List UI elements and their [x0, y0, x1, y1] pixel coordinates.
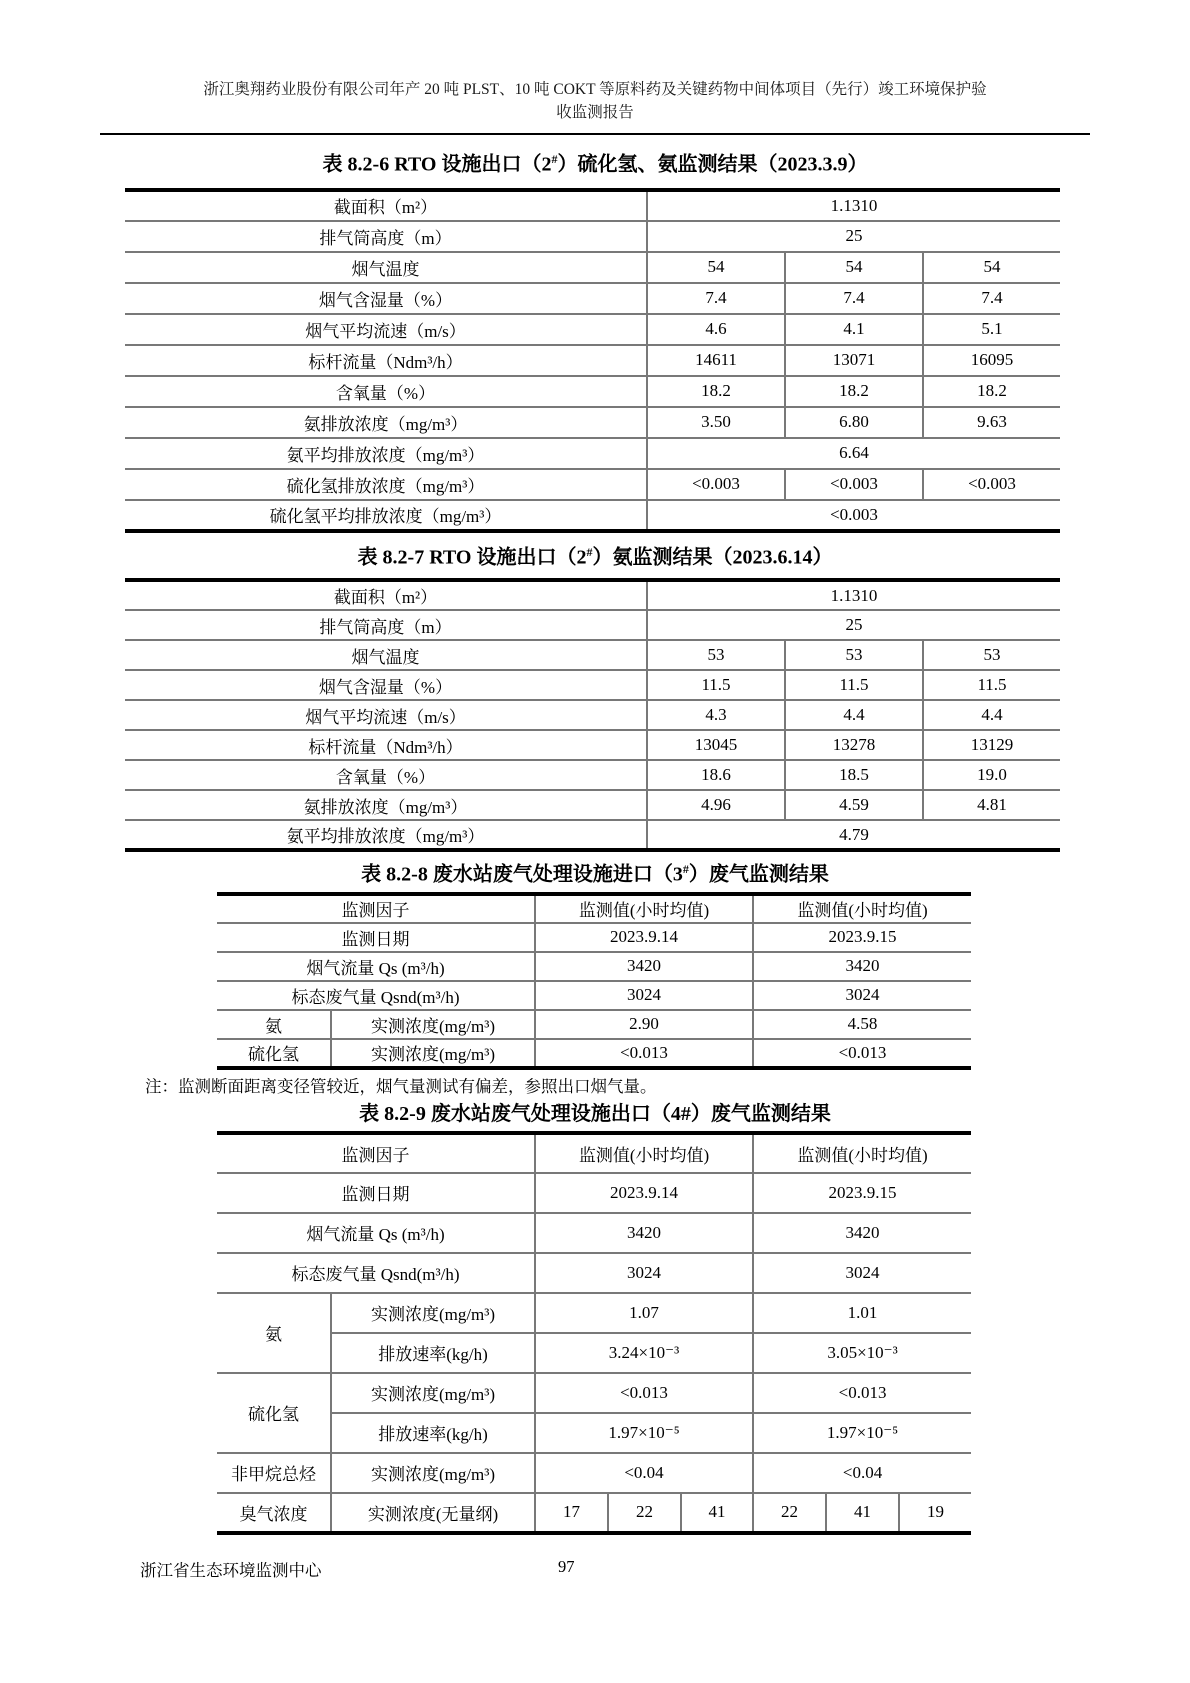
row-label: 烟气含湿量（%）: [125, 283, 647, 314]
table-row: [125, 760, 1060, 790]
row-value: 18.5: [785, 760, 923, 790]
table-row: [125, 700, 1060, 730]
row-value: 2023.9.15: [753, 1173, 971, 1213]
table-row: [125, 790, 1060, 820]
table-row: [125, 252, 1060, 283]
row-value: 22: [753, 1493, 826, 1533]
row-label: 排气筒高度（m）: [125, 221, 647, 252]
table-row: [217, 1373, 971, 1413]
title-text: ）硫化氢、氨监测结果（2023.3.9）: [557, 153, 868, 176]
row-label: 含氧量（%）: [125, 376, 647, 407]
row-value: 41: [681, 1493, 753, 1533]
row-label: 标态废气量 Qsnd(m³/h): [217, 981, 535, 1010]
row-value: 4.58: [753, 1010, 971, 1039]
row-value: <0.003: [647, 469, 785, 500]
row-value: 11.5: [785, 670, 923, 700]
row-value: 18.6: [647, 760, 785, 790]
row-label: 氨: [217, 1293, 331, 1373]
row-value: 6.80: [785, 407, 923, 438]
monitoring-table-8-2-7: [125, 578, 1060, 852]
row-value: 41: [826, 1493, 899, 1533]
title-superscript: #: [682, 862, 689, 877]
table-title-8-2-6: [100, 146, 1090, 179]
table-row: [217, 1453, 971, 1493]
table-title-8-2-7: [100, 539, 1090, 572]
row-value: 3.05×10⁻³: [753, 1333, 971, 1373]
table-row: [217, 981, 971, 1010]
table-row: [217, 1173, 971, 1213]
table-row: [125, 820, 1060, 850]
row-value: 7.4: [785, 283, 923, 314]
table-row: [217, 1010, 971, 1039]
row-value: 18.2: [647, 376, 785, 407]
row-sublabel: 实测浓度(mg/m³): [331, 1293, 535, 1333]
title-text: 表 8.2-7 RTO 设施出口（2: [357, 546, 587, 569]
table-row: [125, 314, 1060, 345]
row-label: 氨排放浓度（mg/m³）: [125, 407, 647, 438]
row-value: 4.59: [785, 790, 923, 820]
row-value: 3024: [753, 981, 971, 1010]
row-label: 氨平均排放浓度（mg/m³）: [125, 820, 647, 850]
row-value: 1.07: [535, 1293, 753, 1333]
row-value: 1.97×10⁻⁵: [535, 1413, 753, 1453]
row-value: 3420: [535, 952, 753, 981]
title-text: ）废气监测结果: [688, 863, 829, 886]
title-superscript: #: [551, 152, 558, 166]
row-value: 9.63: [923, 407, 1060, 438]
row-label: 监测日期: [217, 923, 535, 952]
page-number: 97: [558, 1556, 575, 1576]
row-value: 53: [647, 640, 785, 670]
row-value: 13129: [923, 730, 1060, 760]
row-label: 氨排放浓度（mg/m³）: [125, 790, 647, 820]
row-value: 2023.9.14: [535, 1173, 753, 1213]
table-row: [217, 1039, 971, 1068]
row-sublabel: 实测浓度(mg/m³): [331, 1039, 535, 1068]
table-row: [125, 730, 1060, 760]
row-label: 含氧量（%）: [125, 760, 647, 790]
row-sublabel: 排放速率(kg/h): [331, 1333, 535, 1373]
row-value: <0.013: [535, 1373, 753, 1413]
row-value: 54: [785, 252, 923, 283]
row-value-span: 25: [647, 221, 1060, 252]
row-label: 烟气平均流速（m/s）: [125, 700, 647, 730]
footer-org-name: 浙江省生态环境监测中心: [140, 1560, 322, 1580]
row-label: 截面积（m²）: [125, 190, 647, 221]
title-text: 表 8.2-8 废水站废气处理设施进口（3: [361, 863, 683, 886]
row-value: 11.5: [647, 670, 785, 700]
row-label: 氨: [217, 1010, 331, 1039]
column-header: 监测值(小时均值): [753, 894, 971, 923]
header-rule: [100, 133, 1090, 135]
row-value: 4.1: [785, 314, 923, 345]
row-label: 硫化氢排放浓度（mg/m³）: [125, 469, 647, 500]
row-value-span: 1.1310: [647, 580, 1060, 610]
row-label: 监测日期: [217, 1173, 535, 1213]
table-row: [125, 469, 1060, 500]
table-row: [217, 923, 971, 952]
row-value: 1.97×10⁻⁵: [753, 1413, 971, 1453]
row-value: 3024: [753, 1253, 971, 1293]
table-row: [217, 1293, 971, 1333]
row-value: 53: [923, 640, 1060, 670]
table-row: [125, 283, 1060, 314]
row-value: 13278: [785, 730, 923, 760]
row-value: 4.4: [785, 700, 923, 730]
table-row: [125, 438, 1060, 469]
row-value-span: 4.79: [647, 820, 1060, 850]
row-label: 截面积（m²）: [125, 580, 647, 610]
row-value: 18.2: [785, 376, 923, 407]
row-label: 非甲烷总烃: [217, 1453, 331, 1493]
row-value: 2023.9.15: [753, 923, 971, 952]
row-value: 4.6: [647, 314, 785, 345]
row-label: 烟气平均流速（m/s）: [125, 314, 647, 345]
row-value: 17: [535, 1493, 608, 1533]
table-row: [125, 221, 1060, 252]
row-value: 22: [608, 1493, 681, 1533]
title-superscript: #: [586, 544, 593, 559]
table-title-8-2-8: [100, 856, 1090, 889]
row-value-span: 1.1310: [647, 190, 1060, 221]
monitoring-table-8-2-8: [217, 892, 971, 1070]
row-value: <0.013: [753, 1373, 971, 1413]
row-value: 14611: [647, 345, 785, 376]
row-value: 3420: [753, 952, 971, 981]
row-label: 烟气温度: [125, 640, 647, 670]
row-value: 7.4: [647, 283, 785, 314]
row-value-span: 25: [647, 610, 1060, 640]
row-value: 11.5: [923, 670, 1060, 700]
row-value-span: <0.003: [647, 500, 1060, 531]
row-value: 13071: [785, 345, 923, 376]
row-value: 2.90: [535, 1010, 753, 1039]
table-row: [217, 952, 971, 981]
row-value: 13045: [647, 730, 785, 760]
table-row: [217, 1253, 971, 1293]
row-value: 3420: [535, 1213, 753, 1253]
row-label: 硫化氢: [217, 1039, 331, 1068]
monitoring-table-8-2-9: [217, 1131, 971, 1535]
row-value: 53: [785, 640, 923, 670]
table-row: [125, 640, 1060, 670]
row-value: <0.04: [753, 1453, 971, 1493]
table-row: [217, 894, 971, 923]
table-row: [217, 1413, 971, 1453]
row-value: 18.2: [923, 376, 1060, 407]
row-value: 3024: [535, 1253, 753, 1293]
row-value: 4.81: [923, 790, 1060, 820]
header-line-1: 浙江奥翔药业股份有限公司年产 20 吨 PLST、10 吨 COKT 等原料药及关键药物中间体项目（先行）竣工环境保护验: [203, 81, 987, 98]
row-value: <0.003: [785, 469, 923, 500]
row-value: 19.0: [923, 760, 1060, 790]
row-value: 54: [923, 252, 1060, 283]
table-row: [217, 1333, 971, 1373]
row-value: 16095: [923, 345, 1060, 376]
row-sublabel: 实测浓度(mg/m³): [331, 1010, 535, 1039]
column-header: 监测值(小时均值): [753, 1133, 971, 1173]
table-row: [125, 190, 1060, 221]
row-value: 1.01: [753, 1293, 971, 1333]
column-header: 监测值(小时均值): [535, 894, 753, 923]
row-label: 烟气温度: [125, 252, 647, 283]
row-value: 5.1: [923, 314, 1060, 345]
row-value: 4.96: [647, 790, 785, 820]
row-value: <0.003: [923, 469, 1060, 500]
row-value: <0.013: [535, 1039, 753, 1068]
table-row: [217, 1213, 971, 1253]
row-value: 19: [899, 1493, 971, 1533]
row-label: 硫化氢平均排放浓度（mg/m³）: [125, 500, 647, 531]
row-label: 烟气含湿量（%）: [125, 670, 647, 700]
row-label: 硫化氢: [217, 1373, 331, 1453]
row-label: 臭气浓度: [217, 1493, 331, 1533]
row-sublabel: 排放速率(kg/h): [331, 1413, 535, 1453]
row-value: <0.013: [753, 1039, 971, 1068]
table-row: [125, 580, 1060, 610]
row-value: 3.24×10⁻³: [535, 1333, 753, 1373]
table-row: [125, 500, 1060, 531]
title-text: ）氨监测结果（2023.6.14）: [592, 546, 833, 569]
row-sublabel: 实测浓度(mg/m³): [331, 1373, 535, 1413]
header-line-2: 收监测报告: [556, 104, 634, 121]
title-text: 表 8.2-9 废水站废气处理设施出口（4#）废气监测结果: [359, 1102, 831, 1125]
column-header: 监测因子: [217, 1133, 535, 1173]
row-value: <0.04: [535, 1453, 753, 1493]
table-row: [217, 1493, 971, 1533]
table-row: [125, 345, 1060, 376]
row-sublabel: 实测浓度(mg/m³): [331, 1453, 535, 1493]
table-row: [125, 610, 1060, 640]
monitoring-table-8-2-6: [125, 188, 1060, 533]
row-value: 7.4: [923, 283, 1060, 314]
row-value-span: 6.64: [647, 438, 1060, 469]
row-value: 3.50: [647, 407, 785, 438]
row-label: 标态废气量 Qsnd(m³/h): [217, 1253, 535, 1293]
row-value: 3024: [535, 981, 753, 1010]
row-label: 标杆流量（Ndm³/h）: [125, 345, 647, 376]
row-value: 4.4: [923, 700, 1060, 730]
table-row: [125, 670, 1060, 700]
row-label: 排气筒高度（m）: [125, 610, 647, 640]
row-value: 54: [647, 252, 785, 283]
row-label: 烟气流量 Qs (m³/h): [217, 952, 535, 981]
table-row: [125, 407, 1060, 438]
page-header: [100, 78, 1090, 124]
table-row: [217, 1133, 971, 1173]
row-value: 2023.9.14: [535, 923, 753, 952]
page-footer: [100, 1557, 1090, 1581]
row-sublabel: 实测浓度(无量纲): [331, 1493, 535, 1533]
row-value: 3420: [753, 1213, 971, 1253]
table-title-8-2-9: [100, 1101, 1090, 1128]
row-label: 烟气流量 Qs (m³/h): [217, 1213, 535, 1253]
table-row: [125, 376, 1060, 407]
row-value: 4.3: [647, 700, 785, 730]
row-label: 标杆流量（Ndm³/h）: [125, 730, 647, 760]
table-note: 注：监测断面距离变径管较近，烟气量测试有偏差，参照出口烟气量。: [145, 1076, 657, 1096]
column-header: 监测值(小时均值): [535, 1133, 753, 1173]
column-header: 监测因子: [217, 894, 535, 923]
title-text: 表 8.2-6 RTO 设施出口（2: [322, 153, 552, 176]
row-label: 氨平均排放浓度（mg/m³）: [125, 438, 647, 469]
